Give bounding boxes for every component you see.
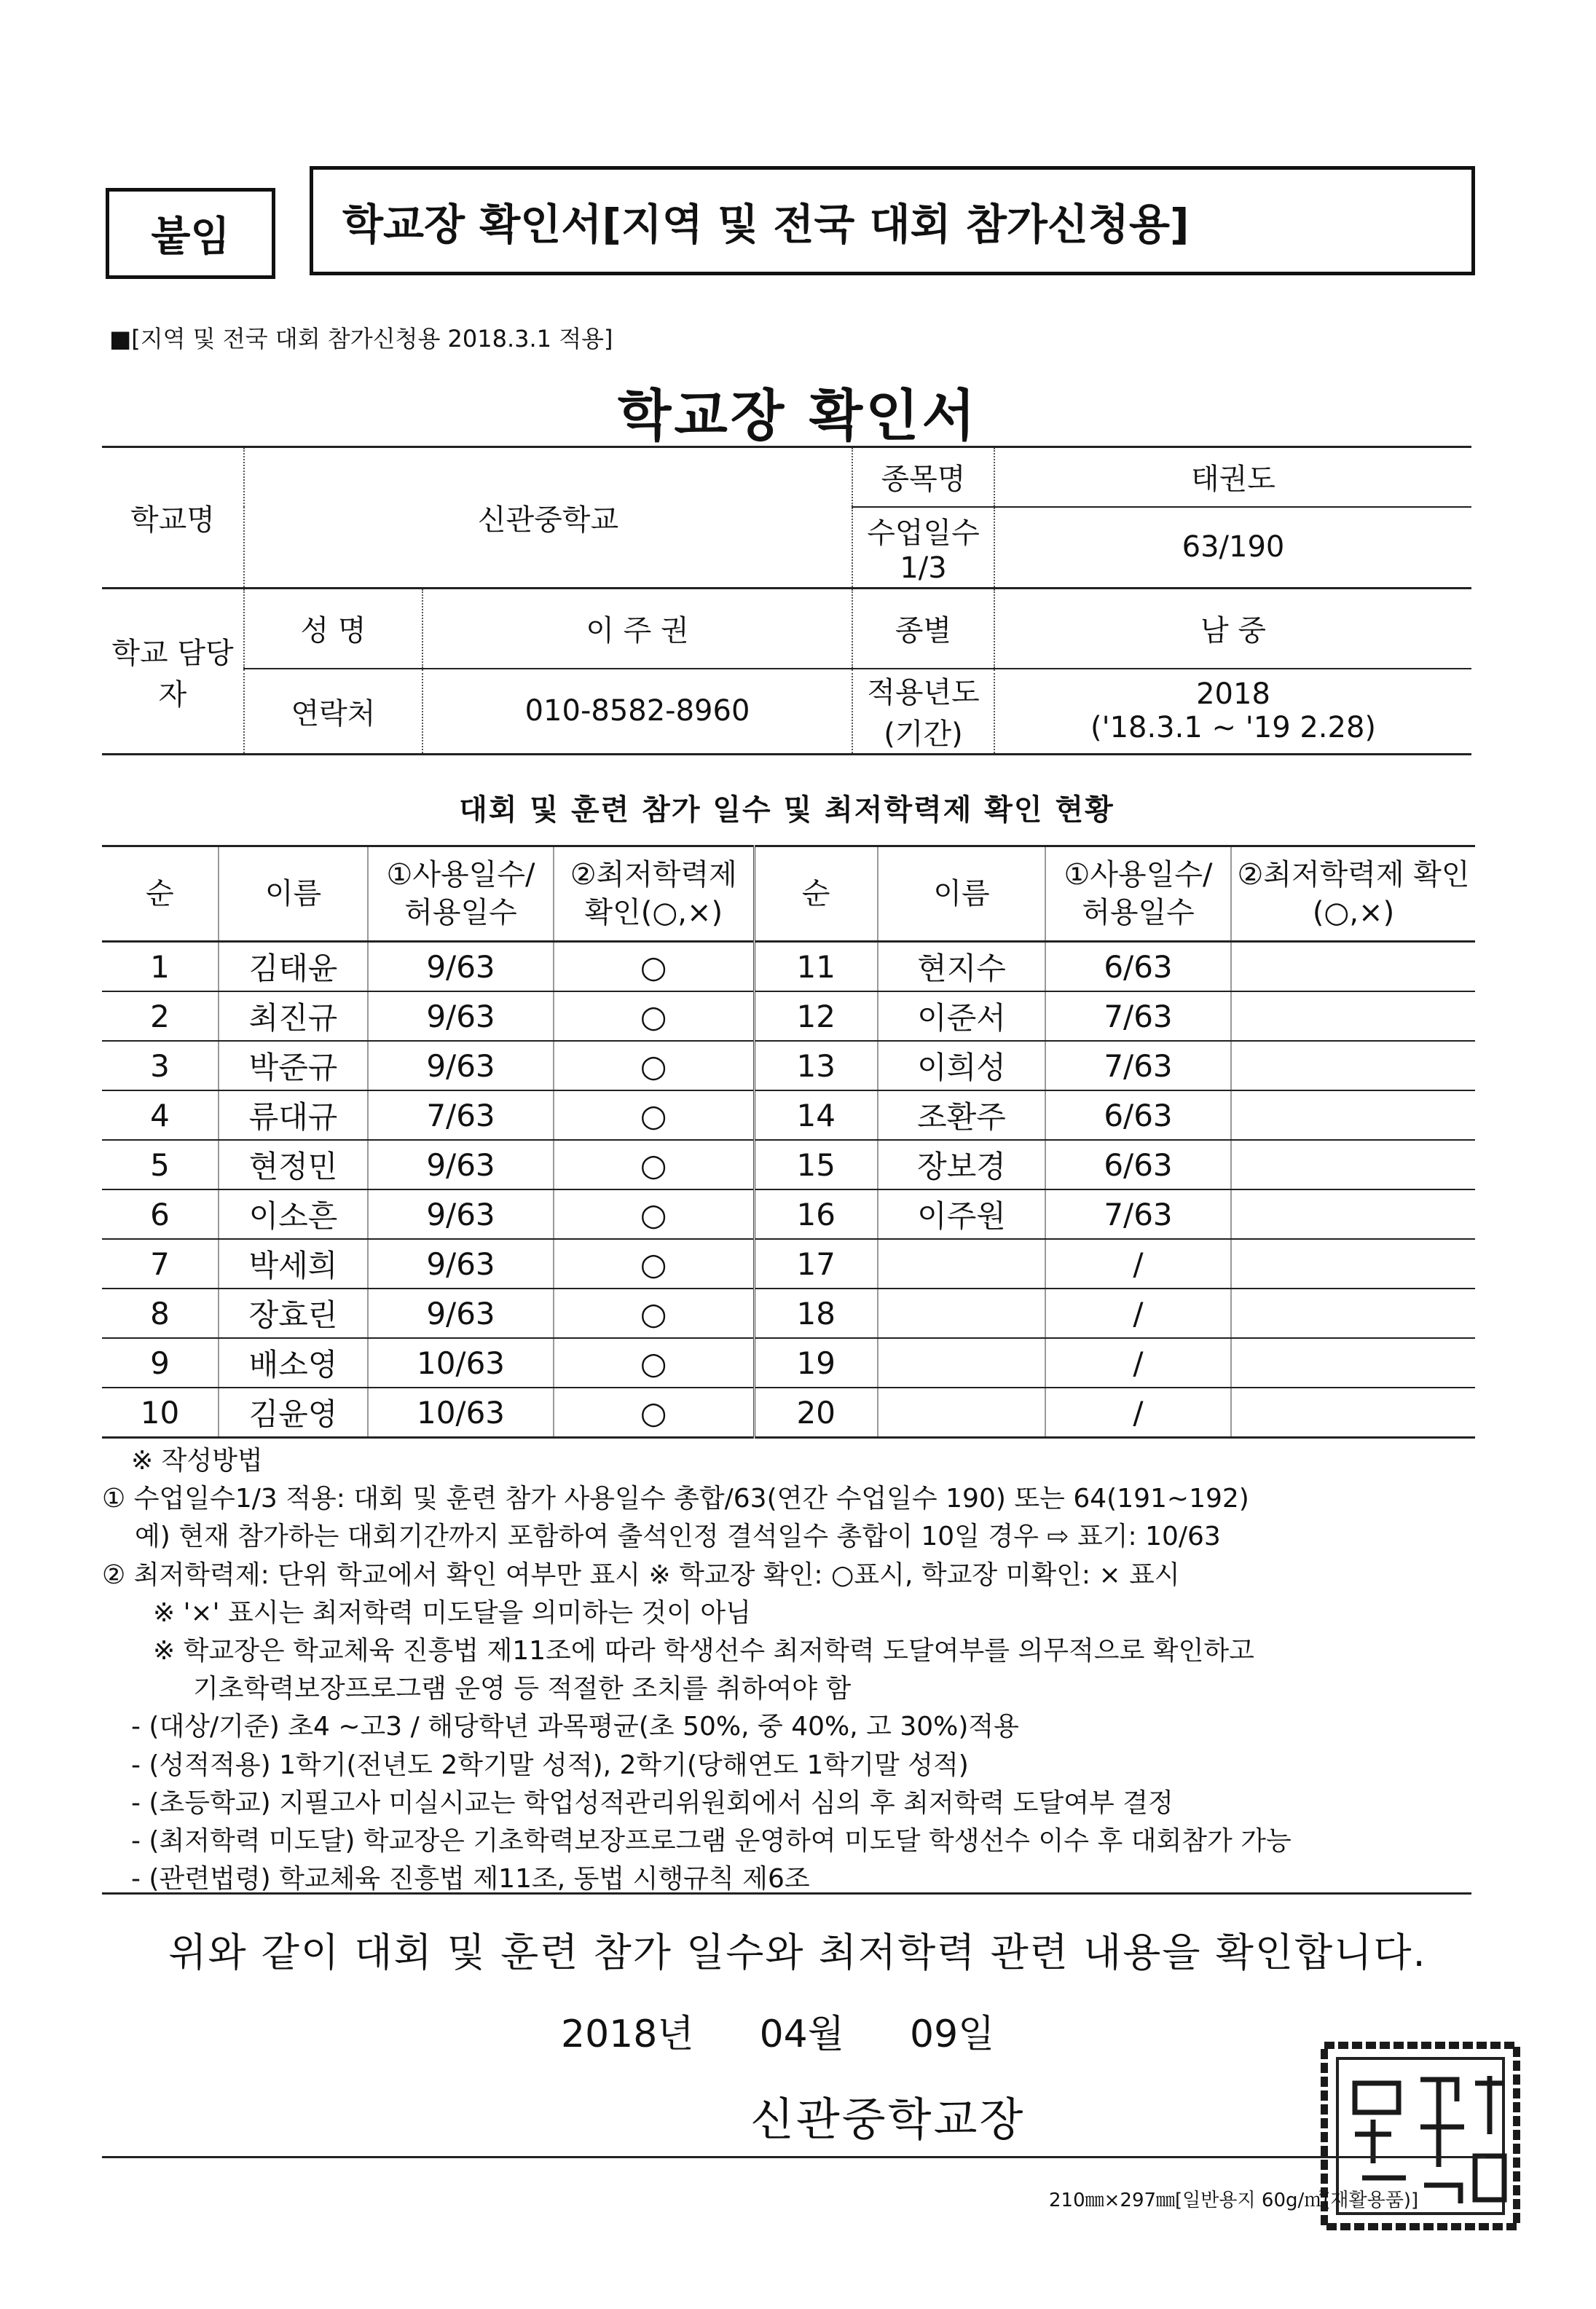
row-number: 2 — [102, 991, 219, 1041]
instruction-line: - (대상/기준) 초4 ~고3 / 해당학년 과목평균(초 50%, 중 40%, 고 30%)적용 — [131, 1712, 1019, 1742]
athlete-name: 김윤영 — [219, 1388, 368, 1438]
min-academic-check — [1231, 1140, 1475, 1189]
athlete-name: 류대규 — [219, 1090, 368, 1140]
instruction-line: ① 수업일수1/3 적용: 대회 및 훈련 참가 사용일수 총합/63(연간 수업일수 190) 또는 64(191~192) — [102, 1484, 1249, 1514]
days-used: 9/63 — [368, 1140, 554, 1189]
min-academic-check: ○ — [554, 1289, 754, 1338]
row-number: 4 — [102, 1090, 219, 1140]
days-used: 7/63 — [1045, 1041, 1231, 1090]
instruction-line: ※ '×' 표시는 최저학력 미도달을 의미하는 것이 아님 — [153, 1597, 751, 1628]
row-number: 6 — [102, 1189, 219, 1239]
instructions — [102, 1442, 1486, 1898]
period-value — [994, 669, 1471, 755]
document-box-title: 학교장 확인서[지역 및 전국 대회 참가신청용] — [310, 166, 1475, 275]
min-academic-check — [1231, 1189, 1475, 1239]
header-name: 이름 — [219, 846, 368, 942]
row-number: 11 — [754, 942, 878, 992]
instruction-line: ※ 학교장은 학교체육 진흥법 제11조에 따라 학생선수 최저학력 도달여부를 의무적으로 확인하고 — [153, 1635, 1254, 1666]
divider — [102, 1892, 1471, 1895]
athlete-name: 박준규 — [219, 1041, 368, 1090]
days-used: 9/63 — [368, 1239, 554, 1289]
contact-value: 010-8582-8960 — [422, 669, 852, 755]
min-academic-check: ○ — [554, 1140, 754, 1189]
class-days-label: 수업일수 1/3 — [852, 507, 994, 589]
days-used: 7/63 — [368, 1090, 554, 1140]
class-days-value: 63/190 — [994, 507, 1471, 589]
days-used: 9/63 — [368, 1189, 554, 1239]
athlete-name: 현지수 — [878, 942, 1045, 992]
row-number: 7 — [102, 1239, 219, 1289]
school-info-table — [102, 446, 1471, 755]
instructions-heading: ※ 작성방법 — [131, 1446, 263, 1476]
min-academic-check — [1231, 1090, 1475, 1140]
period-range: ('18.3.1 ~ '19 2.28) — [1090, 711, 1377, 745]
header-min: ②최저학력제 확인(○,×) — [554, 846, 754, 942]
header-no: 순 — [102, 846, 219, 942]
min-academic-check — [1231, 1041, 1475, 1090]
athlete-name: 김태윤 — [219, 942, 368, 992]
days-used: / — [1045, 1289, 1231, 1338]
days-used: 6/63 — [1045, 1140, 1231, 1189]
name-label: 성 명 — [244, 589, 422, 669]
min-academic-check: ○ — [554, 1041, 754, 1090]
days-used: 9/63 — [368, 1041, 554, 1090]
table-row — [102, 942, 1475, 992]
row-number: 5 — [102, 1140, 219, 1189]
athlete-name: 이소흔 — [219, 1189, 368, 1239]
header-no: 순 — [754, 846, 878, 942]
manager-label: 학교 담당자 — [102, 589, 244, 755]
bottom-divider — [102, 2156, 1486, 2158]
table-row — [102, 1338, 1475, 1388]
instruction-line: - (최저학력 미도달) 학교장은 기초학력보장프로그램 운영하여 미도달 학생선수 이수 후 대회참가 가능 — [131, 1825, 1292, 1856]
athlete-name — [878, 1239, 1045, 1289]
athlete-name: 이희성 — [878, 1041, 1045, 1090]
min-academic-check — [1231, 991, 1475, 1041]
min-academic-check: ○ — [554, 1239, 754, 1289]
period-year: 2018 — [1196, 677, 1270, 712]
instruction-line: - (초등학교) 지필고사 미실시교는 학업성적관리위원회에서 심의 후 최저학력 도달여부 결정 — [131, 1787, 1174, 1818]
athlete-name: 배소영 — [219, 1338, 368, 1388]
school-name-value: 신관중학교 — [244, 447, 852, 589]
table-row — [102, 1140, 1475, 1189]
athlete-name — [878, 1338, 1045, 1388]
athlete-name: 최진규 — [219, 991, 368, 1041]
instruction-line: ② 최저학력제: 단위 학교에서 확인 여부만 표시 ※ 학교장 확인: ○표시, 학교장 미확인: × 표시 — [102, 1559, 1180, 1590]
confirmation-statement: 위와 같이 대회 및 훈련 참가 일수와 최저학력 관련 내용을 확인합니다. — [168, 1930, 1427, 1975]
instruction-line: 예) 현재 참가하는 대회기간까지 포함하여 출석인정 결석일수 총합이 10일 경우 ⇨ 표기: 10/63 — [135, 1522, 1221, 1552]
days-used: 6/63 — [1045, 1090, 1231, 1140]
row-number: 16 — [754, 1189, 878, 1239]
instruction-line: - (관련법령) 학교체육 진흥법 제11조, 동법 시행규칙 제6조 — [131, 1864, 810, 1895]
date-day: 09일 — [909, 2013, 995, 2056]
event-label: 종목명 — [852, 447, 994, 507]
header-min: ②최저학력제 확인(○,×) — [1231, 846, 1475, 942]
min-academic-check — [1231, 942, 1475, 992]
min-academic-check — [1231, 1289, 1475, 1338]
row-number: 10 — [102, 1388, 219, 1438]
athlete-name: 이주원 — [878, 1189, 1045, 1239]
min-academic-check — [1231, 1388, 1475, 1438]
table-row — [102, 1388, 1475, 1438]
min-academic-check: ○ — [554, 1090, 754, 1140]
row-number: 12 — [754, 991, 878, 1041]
athlete-name: 이준서 — [878, 991, 1045, 1041]
header-name: 이름 — [878, 846, 1045, 942]
min-academic-check: ○ — [554, 991, 754, 1041]
row-number: 15 — [754, 1140, 878, 1189]
days-used: / — [1045, 1239, 1231, 1289]
days-used: 9/63 — [368, 991, 554, 1041]
row-number: 17 — [754, 1239, 878, 1289]
row-number: 3 — [102, 1041, 219, 1090]
athlete-name: 장보경 — [878, 1140, 1045, 1189]
min-academic-check: ○ — [554, 1388, 754, 1438]
days-used: 10/63 — [368, 1388, 554, 1438]
page-title: 학교장 확인서 — [618, 383, 978, 448]
table-row — [102, 1289, 1475, 1338]
instruction-line: - (성적적용) 1학기(전년도 2학기말 성적), 2학기(당해연도 1학기말 성적) — [131, 1750, 969, 1780]
table-row — [102, 991, 1475, 1041]
contact-label: 연락처 — [244, 669, 422, 755]
date-year: 2018년 — [561, 2013, 694, 2056]
athlete-name: 박세희 — [219, 1239, 368, 1289]
table-row — [102, 1041, 1475, 1090]
table-row — [102, 1189, 1475, 1239]
period-label: 적용년도 (기간) — [852, 669, 994, 755]
participation-caption: 대회 및 훈련 참가 일수 및 최저학력제 확인 현황 — [459, 793, 1115, 827]
header-days: ①사용일수/ 허용일수 — [368, 846, 554, 942]
row-number: 20 — [754, 1388, 878, 1438]
date-month: 04월 — [759, 2013, 844, 2056]
issue-date — [561, 2003, 1060, 2058]
instruction-line: 기초학력보장프로그램 운영 등 적절한 조치를 취하여야 함 — [193, 1674, 852, 1704]
paper-spec: 210㎜×297㎜[일반용지 60g/㎡(재활용품)] — [1049, 2190, 1419, 2211]
row-number: 9 — [102, 1338, 219, 1388]
name-value: 이 주 권 — [422, 589, 852, 669]
min-academic-check: ○ — [554, 1189, 754, 1239]
athlete-name: 장효린 — [219, 1289, 368, 1338]
table-row — [102, 1090, 1475, 1140]
row-number: 8 — [102, 1289, 219, 1338]
event-value: 태권도 — [994, 447, 1471, 507]
row-number: 18 — [754, 1289, 878, 1338]
category-label: 종별 — [852, 589, 994, 669]
row-number: 1 — [102, 942, 219, 992]
days-used: 7/63 — [1045, 991, 1231, 1041]
days-used: / — [1045, 1338, 1231, 1388]
athlete-name — [878, 1289, 1045, 1338]
days-used: 9/63 — [368, 1289, 554, 1338]
days-used: 9/63 — [368, 942, 554, 992]
row-number: 14 — [754, 1090, 878, 1140]
athlete-name: 조환주 — [878, 1090, 1045, 1140]
participation-table — [102, 845, 1475, 1439]
min-academic-check: ○ — [554, 942, 754, 992]
min-academic-check — [1231, 1239, 1475, 1289]
athlete-name: 현정민 — [219, 1140, 368, 1189]
principal-signature: 신관중학교장 — [750, 2093, 1026, 2146]
days-used: 7/63 — [1045, 1189, 1231, 1239]
row-number: 19 — [754, 1338, 878, 1388]
days-used: 10/63 — [368, 1338, 554, 1388]
applicability-note: ■[지역 및 전국 대회 참가신청용 2018.3.1 적용] — [109, 325, 613, 353]
row-number: 13 — [754, 1041, 878, 1090]
attachment-tag: 붙임 — [106, 188, 275, 279]
min-academic-check — [1231, 1338, 1475, 1388]
min-academic-check: ○ — [554, 1338, 754, 1388]
days-used: 6/63 — [1045, 942, 1231, 992]
header-days: ①사용일수/ 허용일수 — [1045, 846, 1231, 942]
athlete-name — [878, 1388, 1045, 1438]
days-used: / — [1045, 1388, 1231, 1438]
category-value: 남 중 — [994, 589, 1471, 669]
table-row — [102, 1239, 1475, 1289]
school-name-label: 학교명 — [102, 447, 244, 589]
